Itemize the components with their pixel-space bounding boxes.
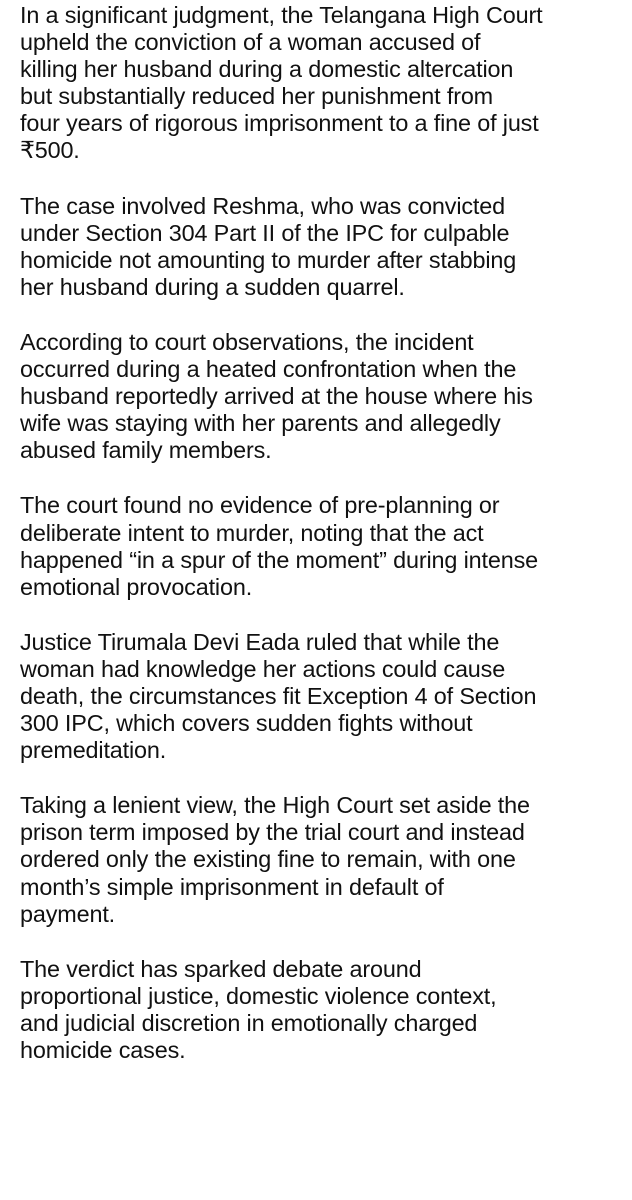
text-line: death, the circumstances fit Exception 4 of Section xyxy=(20,682,537,709)
text-line: husband reportedly arrived at the house where his xyxy=(20,383,533,410)
text-line: upheld the conviction of a woman accused of xyxy=(20,29,481,56)
paragraph-judgment-summary xyxy=(20,2,632,165)
text-line: but substantially reduced her punishment from xyxy=(20,83,494,110)
text-line: 300 IPC, which covers sudden fights without xyxy=(20,710,473,737)
text-line: deliberate intent to murder, noting that the act xyxy=(20,519,484,546)
text-line: month’s simple imprisonment in default of xyxy=(20,873,444,900)
text-line: ordered only the existing fine to remain, with one xyxy=(20,846,516,873)
text-line: her husband during a sudden quarrel. xyxy=(20,273,405,300)
text-line: In a significant judgment, the Telangana High Court xyxy=(20,2,543,28)
text-line: killing her husband during a domestic altercation xyxy=(20,56,514,83)
paragraph-justice-ruling xyxy=(20,629,632,764)
text-line: payment. xyxy=(20,900,116,927)
text-line: wife was staying with her parents and allegedly xyxy=(20,410,501,437)
text-line: According to court observations, the incident xyxy=(20,328,474,355)
paragraph-verdict-debate xyxy=(20,956,632,1064)
text-line: homicide not amounting to murder after stabbing xyxy=(20,246,517,273)
text-line: prison term imposed by the trial court and instead xyxy=(20,819,525,846)
text-line: four years of rigorous imprisonment to a fine of just xyxy=(20,110,539,137)
text-line: proportional justice, domestic violence context, xyxy=(20,982,497,1009)
text-line: abused family members. xyxy=(20,437,272,464)
paragraph-case-details xyxy=(20,193,632,301)
text-line: Taking a lenient view, the High Court set aside the xyxy=(20,792,530,819)
text-line: under Section 304 Part II of the IPC for culpable xyxy=(20,219,510,246)
text-line: occurred during a heated confrontation when the xyxy=(20,356,517,383)
text-line: happened “in a spur of the moment” during intense xyxy=(20,546,538,573)
paragraph-lenient-view xyxy=(20,792,632,927)
text-line: homicide cases. xyxy=(20,1037,186,1063)
text-line: premeditation. xyxy=(20,737,167,764)
text-line: emotional provocation. xyxy=(20,573,253,600)
text-line: The case involved Reshma, who was convicted xyxy=(20,192,505,219)
text-line: The verdict has sparked debate around xyxy=(20,955,422,982)
text-line: woman had knowledge her actions could cause xyxy=(20,655,506,682)
text-line: Justice Tirumala Devi Eada ruled that while the xyxy=(20,628,500,655)
text-line: ₹500. xyxy=(20,137,80,164)
text-line: The court found no evidence of pre-planning or xyxy=(20,492,500,519)
paragraph-no-premeditation xyxy=(20,492,632,600)
paragraph-court-observations xyxy=(20,329,632,464)
text-line: and judicial discretion in emotionally charged xyxy=(20,1009,478,1036)
